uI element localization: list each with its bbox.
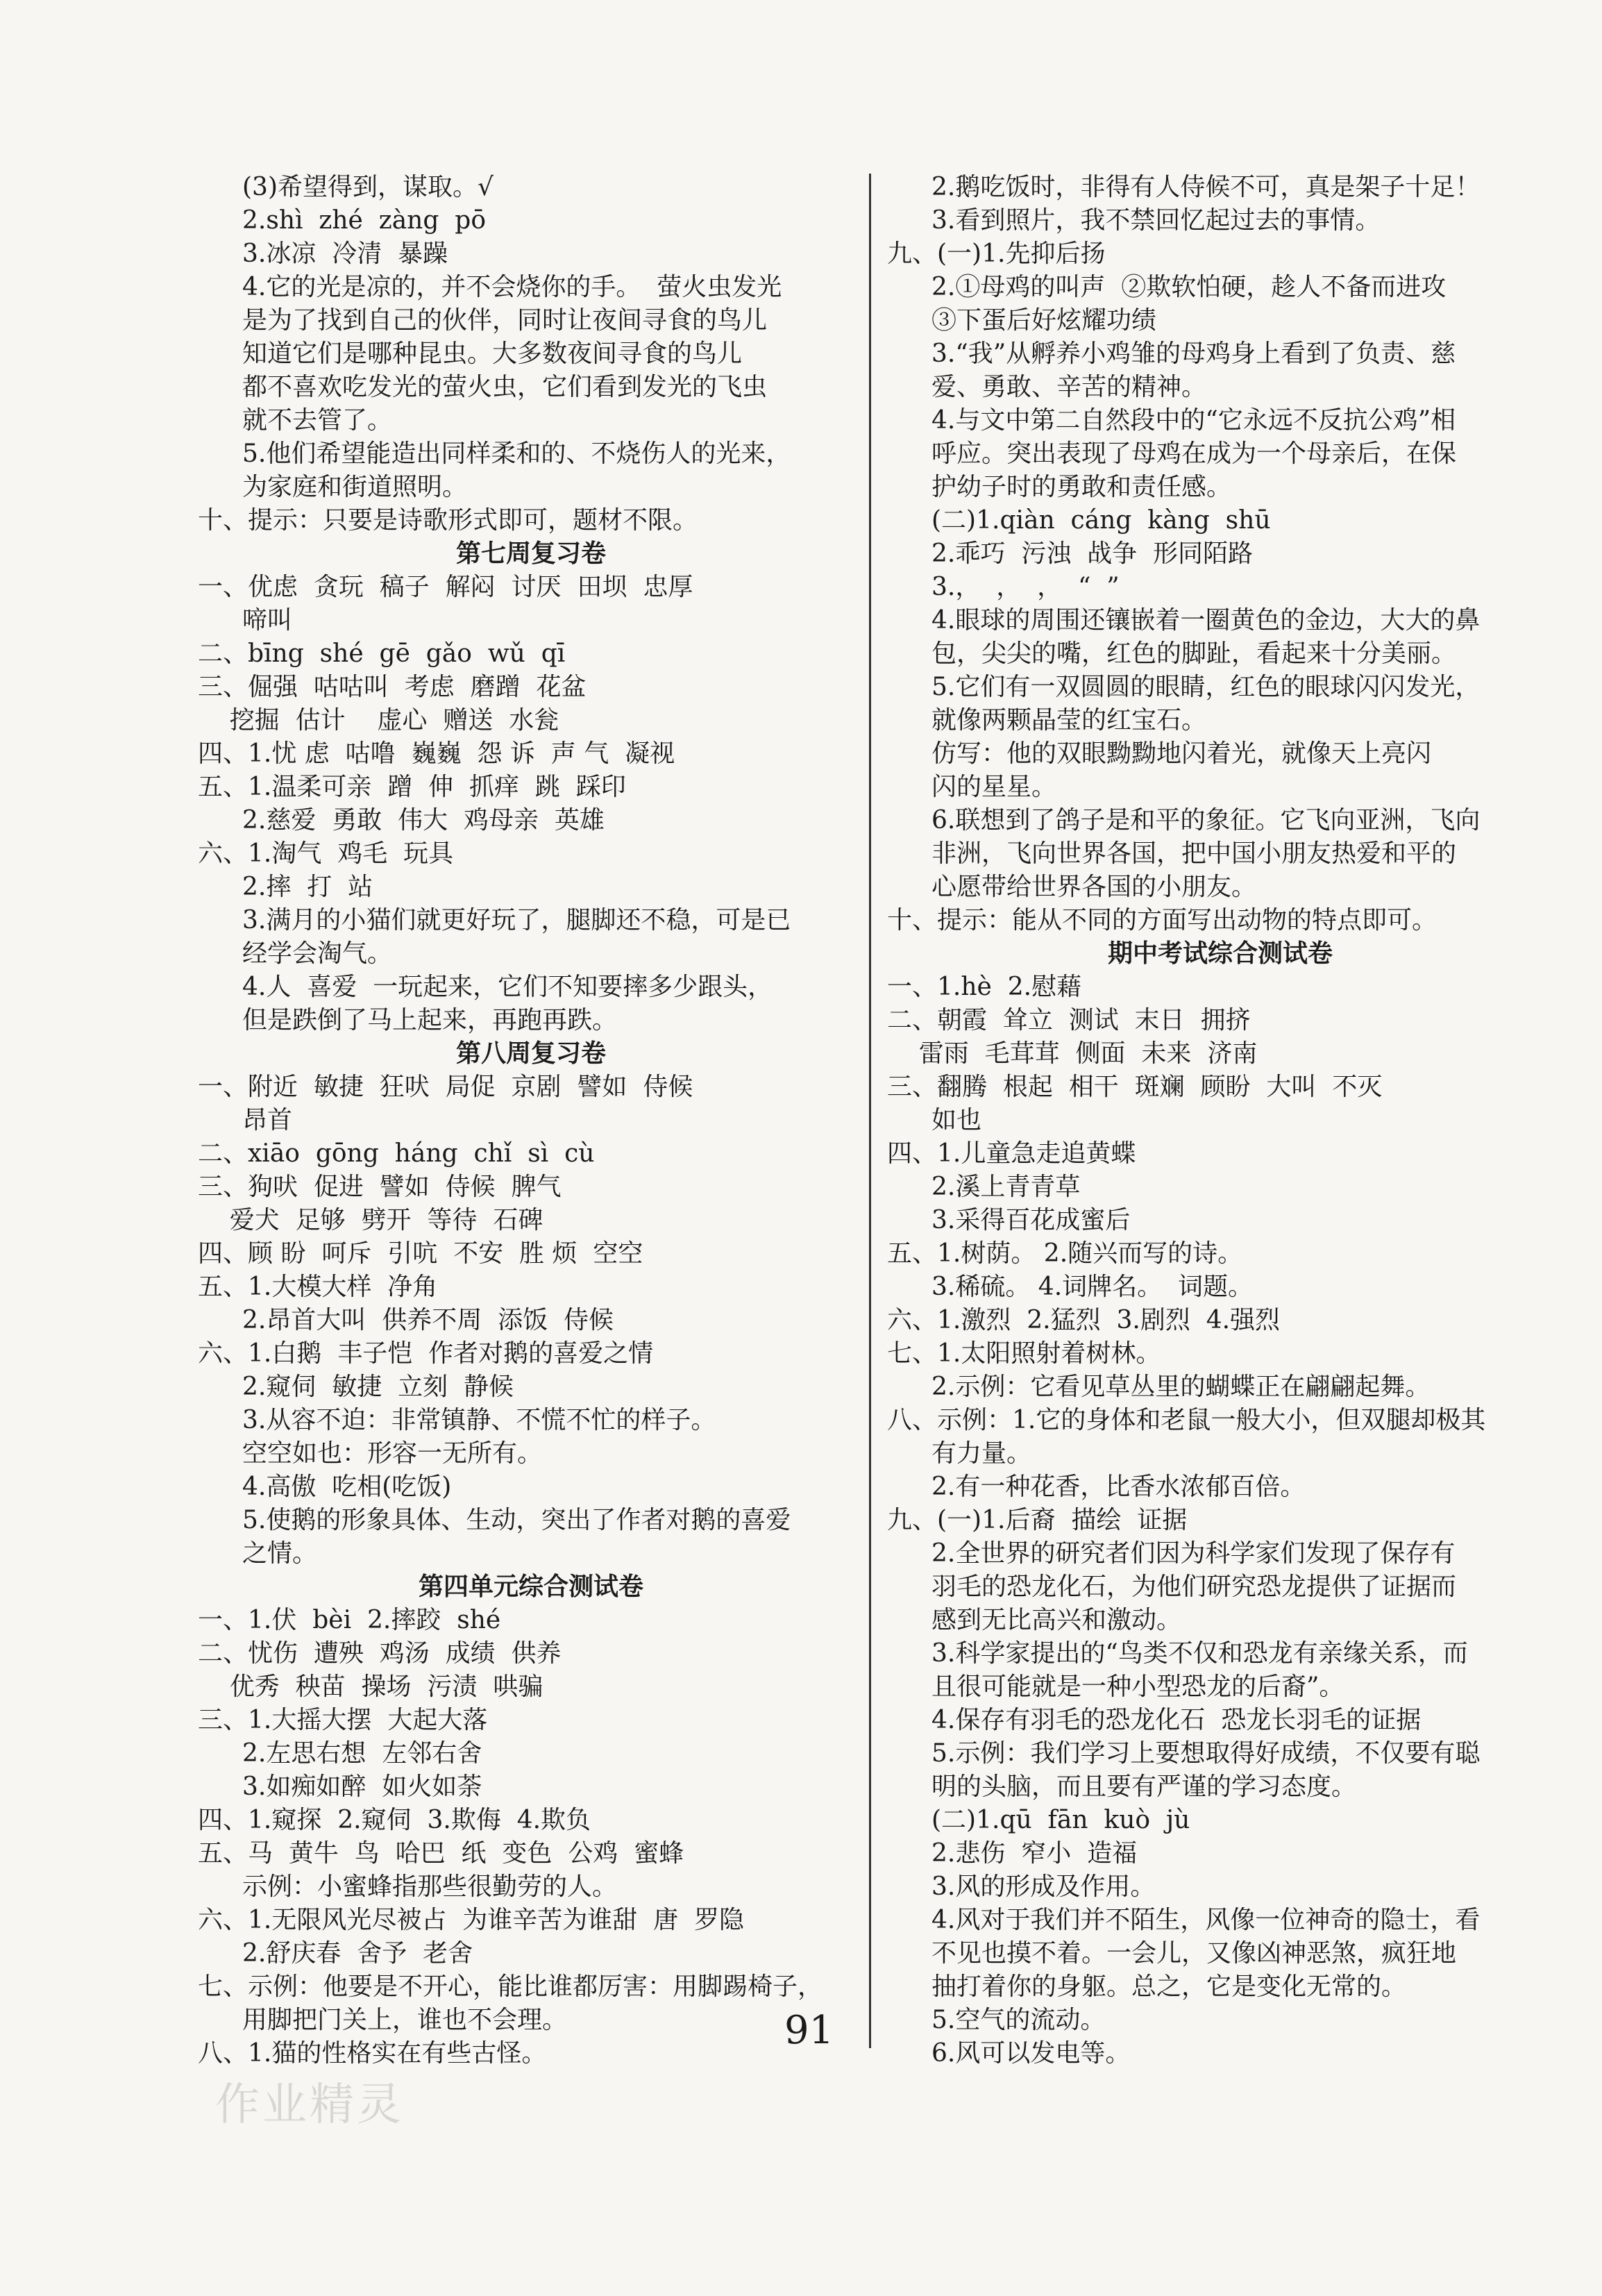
answer-line: 三、狗吠 促进 譬如 侍候 脾气: [198, 1173, 562, 1201]
answer-line: 3.稀硫。 4.词牌名。 词题。: [931, 1273, 1254, 1301]
answer-line: 六、1.无限风光尽被占 为谁辛苦为谁甜 唐 罗隐: [198, 1906, 745, 1934]
answer-line: 就像两颗晶莹的红宝石。: [931, 706, 1207, 735]
answer-line: 3.看到照片，我不禁回忆起过去的事情。: [931, 206, 1381, 235]
answer-line: 六、1.激烈 2.猛烈 3.剧烈 4.强烈: [887, 1306, 1281, 1334]
answer-line: 4.人 喜爱 一玩起来，它们不知要摔多少跟头，: [242, 973, 773, 1001]
answer-line: 2.悲伤 窄小 造福: [931, 1839, 1138, 1868]
answer-line: 2.乖巧 污浊 战争 形同陌路: [931, 539, 1254, 568]
answer-line: 六、1.淘气 鸡毛 玩具: [198, 839, 454, 868]
answer-line: 二、忧伤 遭殃 鸡汤 成绩 供养: [198, 1639, 562, 1668]
answer-line: 2.慈爱 勇敢 伟大 鸡母亲 英雄: [242, 806, 605, 835]
answer-line: 6.风可以发电等。: [931, 2039, 1131, 2068]
answer-line: 五、马 黄牛 鸟 哈巴 纸 变色 公鸡 蜜蜂: [198, 1839, 684, 1868]
answer-line: 不见也摸不着。一会儿，又像凶神恶煞，疯狂地: [931, 1939, 1457, 1968]
answer-line: 但是跌倒了马上起来，再跑再跌。: [242, 1006, 618, 1034]
answer-line: 就不去管了。: [242, 406, 393, 435]
answer-line: 4.它的光是凉的，并不会烧你的手。 萤火虫发光: [242, 273, 782, 301]
answer-line: 一、1.hè 2.慰藉: [887, 973, 1082, 1001]
answer-line: 爱、勇敢、辛苦的精神。: [931, 373, 1207, 401]
answer-line: 2.示例：它看见草丛里的蝴蝶正在翩翩起舞。: [931, 1373, 1431, 1401]
answer-line: 三、倔强 咕咕叫 考虑 磨蹭 花盆: [198, 673, 587, 701]
answer-line: 5.他们希望能造出同样柔和的、不烧伤人的光来，: [242, 439, 791, 468]
answer-line: 都不喜欢吃发光的萤火虫，它们看到发光的飞虫: [242, 373, 768, 401]
answer-line: 4.与文中第二自然段中的“它永远不反抗公鸡”相: [931, 406, 1456, 435]
answer-line: 挖掘 估计 虚心 赠送 水瓮: [198, 706, 559, 735]
answer-line: 示例：小蜜蜂指那些很勤劳的人。: [242, 1872, 618, 1901]
answer-line: 4.高傲 吃相(吃饭): [242, 1473, 452, 1501]
answer-line: 羽毛的恐龙化石，为他们研究恐龙提供了证据而: [931, 1573, 1457, 1601]
answer-line: 是为了找到自己的伙伴，同时让夜间寻食的鸟儿: [242, 306, 768, 335]
answer-line: 八、1.猫的性格实在有些古怪。: [198, 2039, 547, 2068]
answer-line: 六、1.白鹅 丰子恺 作者对鹅的喜爱之情: [198, 1339, 654, 1368]
answer-line: (二)1.qiàn cáng kàng shū: [931, 506, 1271, 535]
answer-line: 2.①母鸡的叫声 ②欺软怕硬，趁人不备而进攻: [931, 273, 1447, 301]
answer-line: 心愿带给世界各国的小朋友。: [931, 873, 1257, 901]
answer-line: 5.它们有一双圆圆的眼睛，红色的眼球闪闪发光，: [931, 673, 1481, 701]
answer-line: 6.联想到了鸽子是和平的象征。它飞向亚洲，飞向: [931, 806, 1481, 835]
answer-line: 3.， ， ， “ ”: [931, 573, 1120, 601]
answer-line: 2.舒庆春 舍予 老舍: [242, 1939, 473, 1968]
answer-line: 七、示例：他要是不开心，能比谁都厉害：用脚踢椅子，: [198, 1972, 823, 2001]
answer-line: 4.保存有羽毛的恐龙化石 恐龙长羽毛的证据: [931, 1706, 1422, 1734]
answer-line: 四、顾 盼 呵斥 引吭 不安 胜 烦 空空: [198, 1239, 643, 1268]
answer-line: 二、朝霞 耸立 测试 末日 拥挤: [887, 1006, 1251, 1034]
answer-line: 3.冰凉 冷清 暴躁: [242, 240, 448, 268]
answer-line: 优秀 秧苗 操场 污渍 哄骗: [198, 1673, 543, 1701]
answer-line: 2.shì zhé zàng pō: [242, 206, 487, 235]
answer-line: 三、1.大摇大摆 大起大落: [198, 1706, 488, 1734]
answer-line: 九、(一)1.先抑后扬: [887, 240, 1106, 268]
answer-line: 2.全世界的研究者们因为科学家们发现了保存有: [931, 1539, 1456, 1568]
answer-line: ③下蛋后好炫耀功绩: [931, 306, 1157, 335]
answer-line: 五、1.大模大样 净角: [198, 1273, 438, 1301]
answer-line: 七、1.太阳照射着树林。: [887, 1339, 1161, 1368]
answer-line: 十、提示：只要是诗歌形式即可，题材不限。: [198, 506, 698, 535]
section-title: 第八周复习卷: [455, 1039, 606, 1068]
page-number: 91: [784, 2008, 834, 2053]
answer-line: 啼叫: [242, 606, 293, 635]
answer-line: 呼应。突出表现了母鸡在成为一个母亲后，在保: [931, 439, 1457, 468]
answer-line: 一、附近 敏捷 狂吠 局促 京剧 譬如 侍候: [198, 1073, 693, 1101]
answer-line: 3.满月的小猫们就更好玩了，腿脚还不稳，可是已: [242, 906, 791, 935]
answer-line: 包，尖尖的嘴，红色的脚趾，看起来十分美丽。: [931, 639, 1457, 668]
answer-line: (二)1.qū fān kuò jù: [931, 1806, 1190, 1834]
answer-line: 昂首: [242, 1106, 293, 1134]
answer-line: 5.示例：我们学习上要想取得好成绩，不仅要有聪: [931, 1739, 1481, 1768]
answer-line: 为家庭和街道照明。: [242, 473, 468, 501]
answer-line: 4.眼球的周围还镶嵌着一圈黄色的金边，大大的鼻: [931, 606, 1481, 635]
watermark: 作业精灵: [215, 2079, 404, 2131]
answer-line: 5.使鹅的形象具体、生动，突出了作者对鹅的喜爱: [242, 1506, 791, 1534]
answer-line: 如也: [931, 1106, 982, 1134]
answer-line: 五、1.树荫。 2.随兴而写的诗。: [887, 1239, 1243, 1268]
answer-line: 3.从容不迫：非常镇静、不慌不忙的样子。: [242, 1406, 716, 1434]
answer-line: 3.采得百花成蜜后: [931, 1206, 1131, 1234]
answer-line: 九、(一)1.后裔 描绘 证据: [887, 1506, 1188, 1534]
answer-line: 感到无比高兴和激动。: [931, 1606, 1182, 1634]
answer-line: 4.风对于我们并不陌生，风像一位神奇的隐士，看: [931, 1906, 1481, 1934]
answer-line: 八、示例：1.它的身体和老鼠一般大小，但双腿却极其: [887, 1406, 1486, 1434]
answer-line: 二、xiāo gōng háng chǐ sì cù: [198, 1139, 595, 1168]
answer-line: 五、1.温柔可亲 蹭 伸 抓痒 跳 踩印: [198, 773, 626, 801]
answer-line: 经学会淘气。: [242, 939, 393, 968]
right-column: [887, 171, 1553, 2070]
answer-line: 2.摔 打 站: [242, 873, 373, 901]
answer-line: 仿写：他的双眼黝黝地闪着光，就像天上亮闪: [931, 739, 1432, 768]
answer-line: 2.有一种花香，比香水浓郁百倍。: [931, 1473, 1306, 1501]
answer-line: 三、翻腾 根起 相干 斑斓 顾盼 大叫 不灭: [887, 1073, 1383, 1101]
section-title: 第四单元综合测试卷: [418, 1573, 643, 1601]
answer-line: 四、1.忧 虑 咕噜 巍巍 怨 诉 声 气 凝视: [198, 739, 675, 768]
answer-line: 爱犬 足够 劈开 等待 石碑: [198, 1206, 543, 1234]
answer-line: 非洲，飞向世界各国，把中国小朋友热爱和平的: [931, 839, 1457, 868]
answer-line: 3.风的形成及作用。: [931, 1872, 1156, 1901]
left-column: [198, 171, 864, 2070]
answer-line: (3)希望得到，谋取。√: [242, 173, 494, 201]
answer-line: 3.如痴如醉 如火如荼: [242, 1773, 482, 1801]
answer-line: 用脚把门关上，谁也不会理。: [242, 2006, 568, 2034]
section-title: 期中考试综合测试卷: [1107, 939, 1333, 968]
answer-line: 明的头脑，而且要有严谨的学习态度。: [931, 1773, 1357, 1801]
answer-line: 一、优虑 贪玩 稿子 解闷 讨厌 田坝 忠厚: [198, 573, 693, 601]
section-title: 第七周复习卷: [455, 539, 606, 568]
answer-line: 2.昂首大叫 供养不周 添饭 侍候: [242, 1306, 614, 1334]
answer-line: 3.科学家提出的“鸟类不仅和恐龙有亲缘关系，而: [931, 1639, 1468, 1668]
answer-line: 一、1.伏 bèi 2.摔跤 shé: [198, 1606, 501, 1634]
answer-line: 抽打着你的身躯。总之，它是变化无常的。: [931, 1972, 1407, 2001]
answer-line: 空空如也：形容一无所有。: [242, 1439, 543, 1468]
answer-line: 5.空气的流动。: [931, 2006, 1106, 2034]
answer-line: 2.窥伺 敏捷 立刻 静候: [242, 1373, 514, 1401]
answer-line: 有力量。: [931, 1439, 1032, 1468]
answer-line: 之情。: [242, 1539, 318, 1568]
answer-line: 护幼子时的勇敢和责任感。: [931, 473, 1232, 501]
answer-line: 四、1.窥探 2.窥伺 3.欺侮 4.欺负: [198, 1806, 591, 1834]
answer-line: 知道它们是哪种昆虫。大多数夜间寻食的鸟儿: [242, 340, 743, 368]
answer-line: 且很可能就是一种小型恐龙的后裔”。: [931, 1673, 1344, 1701]
answer-line: 雷雨 毛茸茸 侧面 未来 济南: [887, 1039, 1258, 1068]
answer-line: 2.溪上青青草: [931, 1173, 1081, 1201]
answer-line: 二、bīng shé gē gǎo wǔ qī: [198, 639, 566, 668]
answer-line: 十、提示：能从不同的方面写出动物的特点即可。: [887, 906, 1437, 935]
answer-line: 2.鹅吃饭时，非得有人侍候不可，真是架子十足！: [931, 173, 1481, 201]
answer-line: 闪的星星。: [931, 773, 1057, 801]
answer-line: 2.左思右想 左邻右舍: [242, 1739, 482, 1768]
answer-line: 3.“我”从孵养小鸡雏的母鸡身上看到了负责、慈: [931, 340, 1456, 368]
column-divider: [869, 174, 871, 2048]
answer-line: 四、1.儿童急走追黄蝶: [887, 1139, 1136, 1168]
